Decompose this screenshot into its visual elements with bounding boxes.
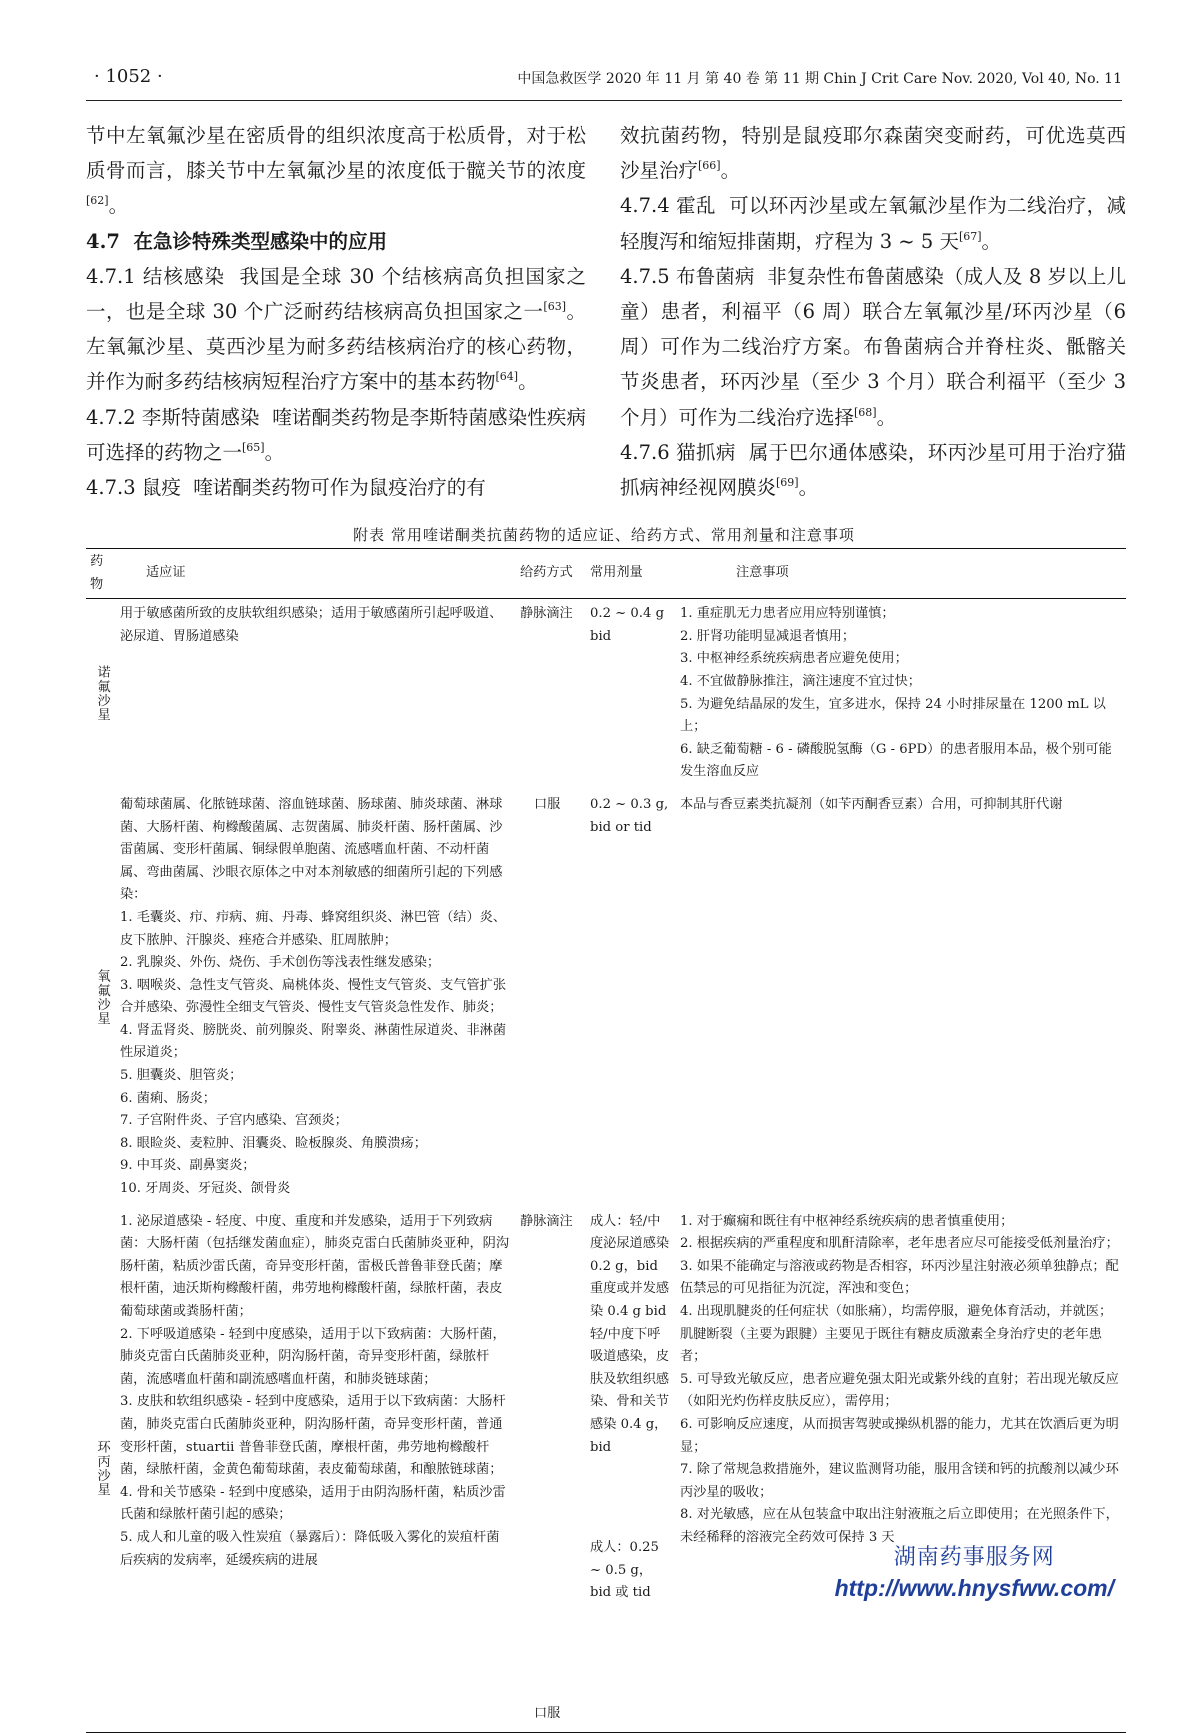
section-4-7-5: 4.7.5 布鲁菌病 非复杂性布鲁菌感染（成人及 8 岁以上儿童）患者，利福平（6 周）联合左氧氟沙星/环丙沙星（6 周）可作为二线治疗方案。布鲁菌病合并脊柱炎、骶髂关节炎患者，环丙沙星（至少 3 个月）联合利福平（至少 3 个月）可作为二线治疗选择[68]。 [620,264,1126,429]
dose-cell: 0.2 ~ 0.3 g, bid or tid [590,796,669,835]
watermark-site-name: 湖南药事服务网 [893,1544,1055,1569]
col-header-route: 给药方式 [516,549,586,599]
right-column [620,118,1126,505]
indication-cell: 葡萄球菌属、化脓链球菌、溶血链球菌、肠球菌、肺炎球菌、淋球菌、大肠杆菌、枸橼酸菌属、志贺菌属、肺炎杆菌、肠杆菌属、沙雷菌属、变形杆菌属、铜绿假单胞菌、流感嗜血杆菌、不动杆菌属、弯曲菌属、沙眼衣原体之中对本剂敏感的细菌所引起的下列感染： 1. 毛囊炎、疖、疖病、痈、丹毒、蜂窝组织炎、淋巴管（结）炎、皮下脓肿、汗腺炎、痤疮合并感染、肛周脓肿； 2. 乳腺炎、外伤、烧伤、手术创伤等浅表性继发感染； 3. 咽喉炎、急性支气管炎、扁桃体炎、慢性支气管炎、支气管扩张合并感染、弥漫性全细支气管炎、慢性支气管炎急性发作、肺炎； 4. 肾盂肾炎、膀胱炎、前列腺炎、附睾炎、淋菌性尿道炎、非淋菌性尿道炎； 5. 胆囊炎、胆管炎； 6. 菌痢、肠炎； 7. 子宫附件炎、子宫内感染、宫颈炎； 8. 眼睑炎、麦粒肿、泪囊炎、睑板腺炎、角膜溃疡； 9. 中耳炎、副鼻窦炎； 10. 牙周炎、牙冠炎、颌骨炎 [120,796,507,1197]
indication-cell: 1. 泌尿道感染 - 轻度、中度、重度和并发感染，适用于下列致病菌：大肠杆菌（包括继发菌血症），肺炎克雷白氏菌肺炎亚种，阴沟肠杆菌，粘质沙雷氏菌，奇异变形杆菌，雷极氏普鲁菲登氏菌；摩根杆菌，迪沃斯枸橼酸杆菌，弗劳地枸橼酸杆菌，绿脓杆菌，表皮葡萄球菌或粪肠杆菌； 2. 下呼吸道感染 - 轻到中度感染，适用于以下致病菌：大肠杆菌，肺炎克雷白氏菌肺炎亚种，阴沟肠杆菌，奇异变形杆菌，绿脓杆菌，流感嗜血杆菌和副流感嗜血杆菌，和肺炎链球菌； 3. 皮肤和软组织感染 - 轻到中度感染，适用于以下致病菌：大肠杆菌，肺炎克雷白氏菌肺炎亚种，阴沟肠杆菌，奇异变形杆菌，普通变形杆菌，stuartii 普鲁菲登氏菌，摩根杆菌，弗劳地枸橼酸杆菌，绿脓杆菌，金黄色葡萄球菌，表皮葡萄球菌，和酿脓链球菌； 4. 骨和关节感染 - 轻到中度感染，适用于由阴沟肠杆菌，粘质沙雷氏菌和绿脓杆菌引起的感染； 5. 成人和儿童的吸入性炭疽（暴露后）：降低吸入雾化的炭疽杆菌后疾病的发病率，延缓疾病的进展 [116,1207,516,1733]
section-heading-4-7: 4.7 在急诊特殊类型感染中的应用 [86,229,388,253]
col-header-notes: 注意事项 [676,549,1126,599]
route-cell: 静脉滴注 口服 [516,1207,586,1733]
notes-cell: 本品与香豆素类抗凝剂（如苄丙酮香豆素）合用，可抑制其肝代谢 [680,796,1063,812]
col-header-drug: 药物 [86,549,116,599]
section-4-7-3: 4.7.3 鼠疫 喹诺酮类药物可作为鼠疫治疗的有 [86,476,486,500]
table-row [86,790,1126,1207]
notes-cell: 1. 对于癫痫和既往有中枢神经系统疾病的患者慎重使用； 2. 根据疾病的严重程度和肌酐清除率，老年患者应尽可能接受低剂量治疗； 3. 如果不能确定与溶液或药物是否相容，环丙沙星注射液必须单独静点；配伍禁忌的可见指征为沉淀，浑浊和变色； 4. 出现肌腱炎的任何症状（如胀痛），均需停服，避免体育活动，并就医；肌腱断裂（主要为跟腱）主要见于既往有糖皮质激素全身治疗史的老年患者； 5. 可导致光敏反应，患者应避免强太阳光或紫外线的直射；若出现光敏反应（如阳光灼伤样皮肤反应），需停用； 6. 可影响反应速度，从而损害驾驶或操纵机器的能力，尤其在饮酒后更为明显； 7. 除了常规急救措施外，建议监测肾功能，服用含镁和钙的抗酸剂以减少环丙沙星的吸收； 8. 对光敏感，应在从包装盒中取出注射液瓶之后立即使用；在光照条件下，未经稀释的溶液完全药效可保持 3 天 [676,1207,1126,1733]
watermark [835,1540,1114,1602]
table-row [86,1207,1126,1733]
header-rule [86,100,1122,101]
dose-cell: 0.2 ~ 0.4 g bid [590,606,665,644]
table-row [86,599,1126,790]
drug-name: 诺氟沙星 [94,665,110,722]
table-header-row [86,549,1126,599]
col-header-dose: 常用剂量 [586,549,676,599]
drug-name: 环丙沙星 [94,1439,110,1497]
table-caption: 附表 常用喹诺酮类抗菌药物的适应证、给药方式、常用剂量和注意事项 [353,526,855,544]
paragraph: 效抗菌药物，特别是鼠疫耶尔森菌突变耐药，可优选莫西沙星治疗[66]。 [620,124,1126,183]
section-4-7-1: 4.7.1 结核感染 我国是全球 30 个结核病高负担国家之一，也是全球 30 个广泛耐药结核病高负担国家之一[63]。左氧氟沙星、莫西沙星为耐多药结核病治疗的核心药物，并作为耐多药结核病短程治疗方案中的基本药物[64]。 [86,264,586,394]
drug-name: 氧氟沙星 [94,968,110,1026]
page-header [86,66,1122,96]
notes-cell: 1. 重症肌无力患者应用应特别谨慎； 2. 肝肾功能明显减退者慎用； 3. 中枢神经系统疾病患者应避免使用； 4. 不宜做静脉推注，滴注速度不宜过快； 5. 为避免结晶尿的发生，宜多进水，保持 24 小时排尿量在 1200 mL 以上； 6. 缺乏葡萄糖 - 6 - 磷酸脱氢酶（G - 6PD）的患者服用本品，极个别可能发生溶血反应 [680,606,1112,780]
running-title: 中国急救医学 2020 年 11 月 第 40 卷 第 11 期 Chin J Crit Care Nov. 2020, Vol 40, No. 11 [517,71,1122,87]
watermark-url: http://www.hnysfww.com/ [834,1575,1114,1601]
left-column [86,118,586,505]
indication-cell: 用于敏感菌所致的皮肤软组织感染；适用于敏感菌所引起呼吸道、泌尿道、胃肠道感染 [120,606,503,644]
section-4-7-2: 4.7.2 李斯特菌感染 喹诺酮类药物是李斯特菌感染性疾病可选择的药物之一[65]。 [86,405,586,464]
page-number: · 1052 · [94,66,163,87]
section-4-7-4: 4.7.4 霍乱 可以环丙沙星或左氧氟沙星作为二线治疗，减轻腹泻和缩短排菌期，疗程为 3 ~ 5 天[67]。 [620,194,1126,253]
dose-cell: 成人：轻/中度泌尿道感染 0.2 g，bid 重度或并发感染 0.4 g bid 轻/中度下呼吸道感染，皮肤及软组织感染、骨和关节感染 0.4 g，bid 成人：0.25 ~ 0.5 g，bid 或 tid [586,1207,676,1733]
col-header-indication: 适应证 [116,549,516,599]
section-4-7-6: 4.7.6 猫抓病 属于巴尔通体感染，环丙沙星可用于治疗猫抓病神经视网膜炎[69]。 [620,440,1126,500]
route-cell: 静脉滴注 [520,606,573,622]
route-cell: 口服 [534,796,561,812]
paragraph: 节中左氧氟沙星在密质骨的组织浓度高于松质骨，对于松质骨而言，膝关节中左氧氟沙星的浓度低于髋关节的浓度[62]。 [86,124,586,218]
